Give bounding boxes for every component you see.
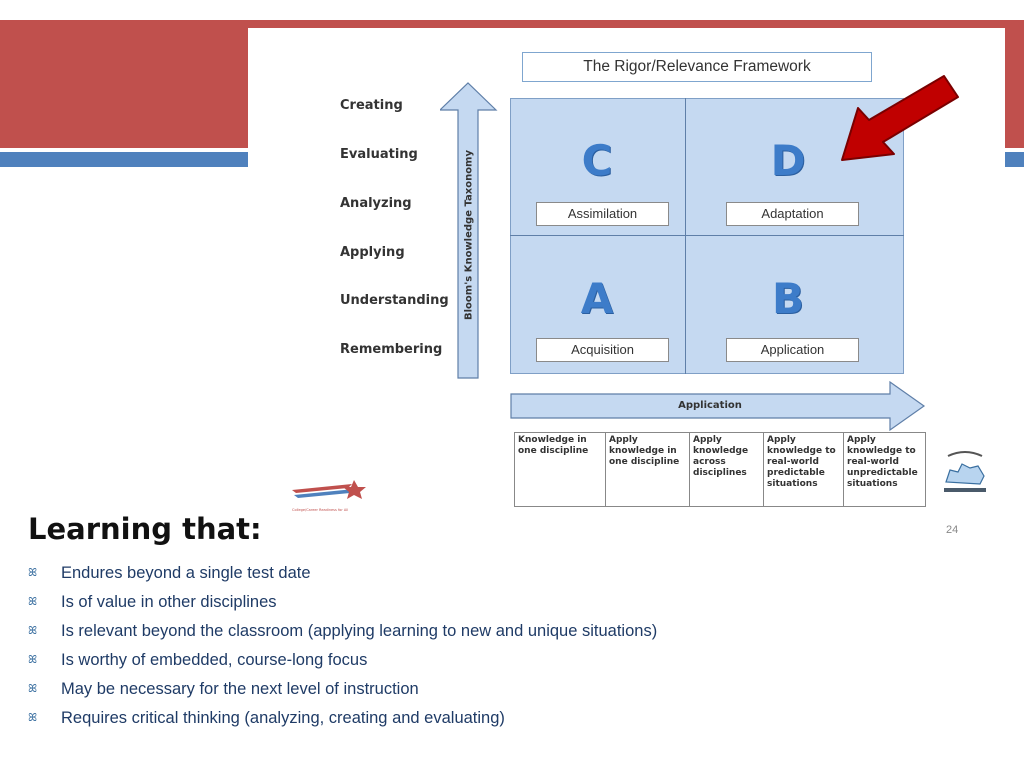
page-number: 24 [946,524,959,536]
quadrant-divider-vertical [685,98,686,374]
list-item: ꕤ Endures beyond a single test date [28,564,311,582]
bullet-glyph-icon: ꕤ [28,654,38,666]
quadrant-divider-horizontal [510,235,904,236]
list-item: ꕤ Is relevant beyond the classroom (applying learning to new and unique situations) [28,622,658,640]
quadrant-a-label: Acquisition [536,338,669,362]
state-logo-icon [940,448,990,496]
bullet-glyph-icon: ꕤ [28,625,38,637]
header-blue-stripe-left [0,152,250,167]
application-level-cell: Knowledge in one discipline [515,433,606,506]
quadrant-d-letter: D [770,136,806,185]
quadrant-b-letter: B [771,274,804,323]
application-level-cell: Apply knowledge to real-world predictable situations [764,433,844,506]
header-blue-stripe-right [1005,152,1024,167]
application-level-cell: Apply knowledge to real-world unpredictable situations [847,435,918,489]
bloom-level-remembering: Remembering [340,342,443,357]
bloom-level-applying: Applying [340,245,405,260]
quadrant-c-letter: C [581,136,613,185]
application-levels-table [514,432,926,507]
list-item: ꕤ Requires critical thinking (analyzing, creating and evaluating) [28,709,505,727]
quadrant-a-letter: A [580,274,614,323]
bullet-list [28,559,657,733]
application-level-cell: Apply knowledge in one discipline [606,433,690,506]
horizontal-axis-label: Application [678,400,742,411]
list-item: ꕤ Is of value in other disciplines [28,593,277,611]
application-level-cell: Apply knowledge across disciplines [690,433,764,506]
learning-logo-icon [292,478,374,508]
bullet-glyph-icon: ꕤ [28,567,38,579]
bloom-level-creating: Creating [340,98,403,113]
quadrant-b-label: Application [726,338,859,362]
section-heading: Learning that: [28,512,262,546]
bullet-glyph-icon: ꕤ [28,712,38,724]
quadrant-d-label: Adaptation [726,202,859,226]
list-item: ꕤ Is worthy of embedded, course-long focus [28,651,368,669]
vertical-axis-label: Bloom's Knowledge Taxonomy [463,150,475,320]
red-pointer-arrow-icon [836,72,962,168]
quadrant-c-label: Assimilation [536,202,669,226]
bullet-glyph-icon: ꕤ [28,683,38,695]
list-item: ꕤ May be necessary for the next level of instruction [28,680,419,698]
framework-title: The Rigor/Relevance Framework [522,52,872,82]
bloom-level-evaluating: Evaluating [340,147,418,162]
bullet-glyph-icon: ꕤ [28,596,38,608]
bloom-level-analyzing: Analyzing [340,196,412,211]
learning-logo-tagline: College/Career Readiness for All [292,508,349,512]
bloom-level-understanding: Understanding [340,293,449,308]
